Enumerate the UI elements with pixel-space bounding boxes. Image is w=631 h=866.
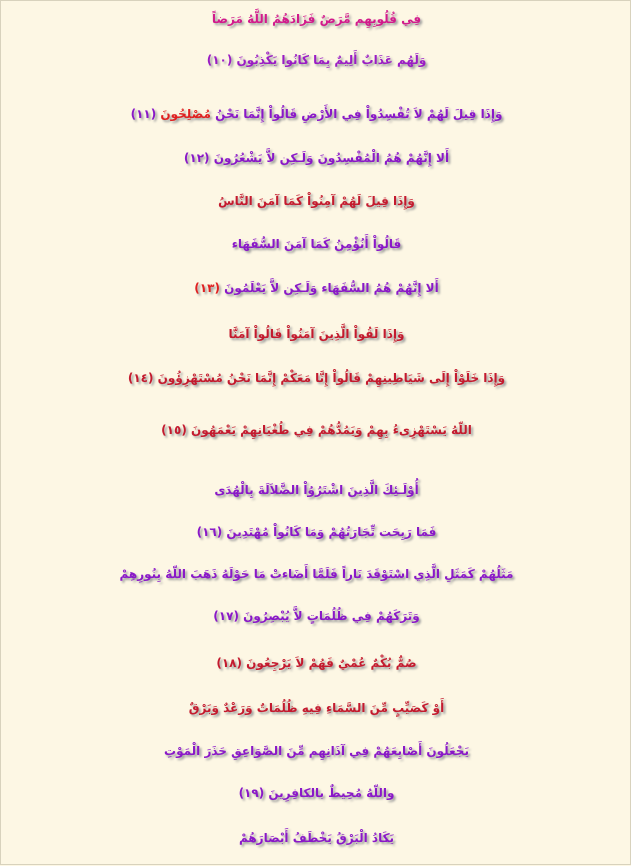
verse-segment: يَجْعَلُونَ أَصْابِعَهُمْ فِي آذَانِهِم مِّنَ الصَّوَاعِقِ حَذَرَ الْمَوْتِ xyxy=(164,744,469,758)
verse-line xyxy=(1,363,631,393)
verse-line xyxy=(1,693,631,723)
verse-line xyxy=(1,186,631,216)
verse-segment: وَإِذَا قِيلَ لَهُمْ آمِنُواْ كَمَا آمَنَ النَّاسُ xyxy=(218,194,415,208)
verse-segment: مُصْلِحُونَ xyxy=(160,107,211,121)
verse-segment: فَمَا رَبِحَت تِّجَارَتُهُمْ وَمَا كَانُواْ مُهْتَدِينَ (١٦) xyxy=(196,525,437,539)
verse-segment: أَلا إِنَّهُمْ هُمُ الْمُفْسِدُونَ وَلَـكِن لاَّ يَشْعُرُونَ (١٢) xyxy=(183,151,450,165)
verse-segment: وَإِذَا لَقُواْ الَّذِينَ آمَنُواْ قَالُواْ آمَنَّا xyxy=(228,327,405,341)
verse-line xyxy=(1,823,631,853)
verse-line xyxy=(1,517,631,547)
verse-line xyxy=(1,559,631,589)
verse-segment: أَوْ كَصَيِّبٍ مِّنَ السَّمَاءِ فِيهِ ظُلُمَاتٌ وَرَعْدٌ وَبَرْقٌ xyxy=(188,701,445,715)
verse-segment: اللّهُ يَسْتَهْزِىءُ بِهِمْ وَيَمُدُّهُمْ فِي طُغْيَانِهِمْ يَعْمَهُونَ (١٥) xyxy=(161,423,472,437)
verse-line xyxy=(1,273,631,303)
verse-line xyxy=(1,648,631,678)
verse-segment: فِي قُلُوبِهِم مَّرَضٌ فَزَادَهُمُ اللَّهُ مَرَضاً xyxy=(211,12,422,26)
verse-segment: أُوْلَـئِكَ الَّذِينَ اشْتَرُوُاْ الضَّلاَلَةَ بِالْهُدَى xyxy=(214,483,419,497)
verse-line xyxy=(1,736,631,766)
verse-list xyxy=(1,1,631,866)
verse-segment: مَثَلُهُمْ كَمَثَلِ الَّذِي اسْتَوْقَدَ نَاراً فَلَمَّا أَضَاءتْ مَا حَوْلَهُ ذَهَبَ اللّهُ بِنُورِهِمْ xyxy=(119,567,514,581)
verse-line xyxy=(1,4,631,34)
verse-segment: واللّهُ مُحِيطٌ بالكافِرِينَ (١٩) xyxy=(238,786,395,800)
verse-segment: وَتَرَكَهُمْ فِي ظُلُمَاتٍ لاَّ يُبْصِرُونَ (١٧) xyxy=(213,609,420,623)
verse-segment: وَإِذَا خَلَوْاْ إِلَى شَيَاطِينِهِمْ قَالُواْ إِنَّا مَعَكْمْ إِنَّمَا نَحْنُ مُسْتَهْزِؤُونَ (١٤) xyxy=(127,371,506,385)
verse-line xyxy=(1,319,631,349)
verse-segment: وَإِذَا قِيلَ لَهُمْ لاَ تُفْسِدُواْ فِي الأَرْضِ قَالُواْ إِنَّمَا نَحْنُ xyxy=(210,107,503,121)
verse-segment: أَلا إِنَّهُمْ هُمُ السُّفَهَاء وَلَـكِن لاَّ يَعْلَمُونَ xyxy=(224,281,439,295)
verse-line xyxy=(1,143,631,173)
verse-line xyxy=(1,778,631,808)
verse-segment: قَالُواْ أَنُؤْمِنُ كَمَا آمَنَ السُّفَهَاء xyxy=(231,237,402,251)
verse-segment: (١٣) xyxy=(194,281,225,295)
verse-segment: (١١) xyxy=(130,107,161,121)
verse-line xyxy=(1,45,631,75)
verse-line xyxy=(1,229,631,259)
verse-line xyxy=(1,415,631,445)
verse-line xyxy=(1,99,631,129)
verse-segment: يَكَادُ الْبَرْقُ يَخْطَفُ أَبْصَارَهُمْ xyxy=(238,831,395,845)
verse-segment: وَلَهُم عَذَابٌ أَلِيمٌ بِمَا كَانُوا يَكْذِبُونَ (١٠) xyxy=(206,53,427,67)
verse-segment: صُمٌّ بُكْمٌ عُمْيٌ فَهُمْ لاَ يَرْجِعُونَ (١٨) xyxy=(216,656,417,670)
verse-line xyxy=(1,601,631,631)
verse-line xyxy=(1,475,631,505)
